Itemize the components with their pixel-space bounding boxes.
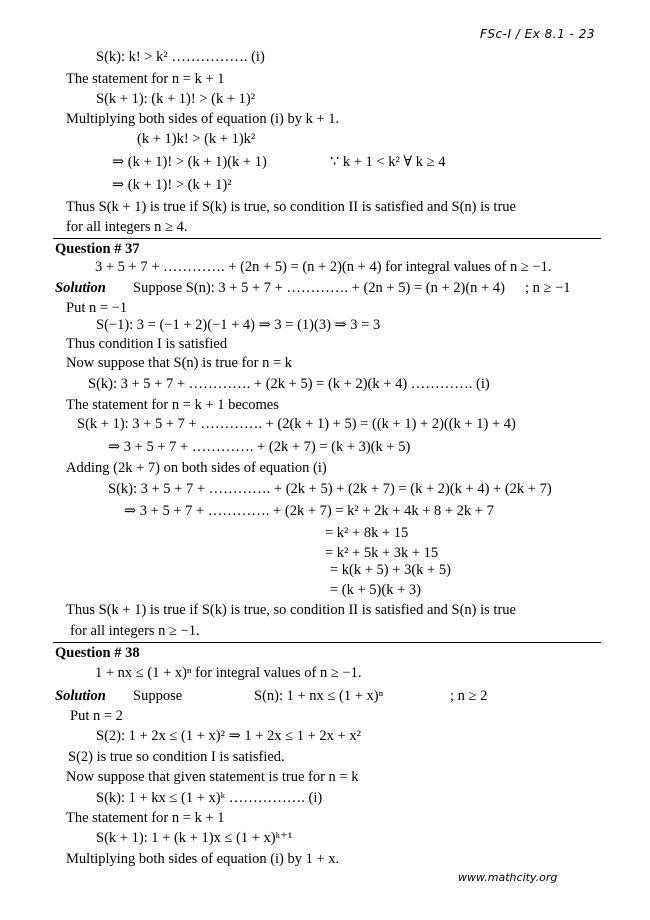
page-header: FSc-I / Ex 8.1 - 23 [480, 27, 595, 41]
text-line: S(k + 1): (k + 1)! > (k + 1)² [96, 91, 256, 107]
text-line: S(n): 1 + nx ≤ (1 + x)ⁿ [254, 688, 384, 704]
solution-label: Solution [55, 688, 106, 704]
text-line: = k² + 8k + 15 [325, 525, 409, 541]
text-line: The statement for n = k + 1 [66, 810, 225, 826]
text-line: S(k): k! > k² ……………. (i) [96, 49, 265, 65]
text-line: Thus S(k + 1) is true if S(k) is true, so condition II is satisfied and S(n) is true [66, 199, 516, 215]
text-line: = k(k + 5) + 3(k + 5) [330, 562, 451, 578]
text-line: = (k + 5)(k + 3) [330, 582, 421, 598]
text-line: S(−1): 3 = (−1 + 2)(−1 + 4) ⇒ 3 = (1)(3) ⇒ 3 = 3 [96, 317, 381, 333]
text-line: S(k): 3 + 5 + 7 + …………. + (2k + 5) + (2k + 7) = (k + 2)(k + 4) + (2k + 7) [108, 481, 552, 497]
text-line: ; n ≥ 2 [450, 688, 488, 704]
text-line: Now suppose that S(n) is true for n = k [66, 355, 293, 371]
text-line: S(k + 1): 3 + 5 + 7 + …………. + (2(k + 1) + 5) = ((k + 1) + 2)((k + 1) + 4) [77, 416, 516, 432]
text-line: ⇒ 3 + 5 + 7 + …………. + (2k + 7) = k² + 2k + 4k + 8 + 2k + 7 [124, 503, 494, 519]
section-divider [53, 238, 601, 239]
section-divider [53, 642, 601, 643]
text-line: 1 + nx ≤ (1 + x)ⁿ for integral values of n ≥ −1. [95, 665, 362, 681]
text-line: ⇒ 3 + 5 + 7 + …………. + (2k + 7) = (k + 3)(k + 5) [108, 439, 411, 455]
text-line: Adding (2k + 7) on both sides of equation (i) [66, 460, 327, 476]
text-line: ⇒ (k + 1)! > (k + 1)² [112, 177, 232, 193]
text-line: Thus condition I is satisfied [66, 336, 228, 352]
text-line: Now suppose that given statement is true for n = k [66, 769, 359, 785]
text-line: for all integers n ≥ 4. [66, 219, 188, 235]
text-line: Suppose [133, 688, 183, 704]
text-line: Suppose S(n): 3 + 5 + 7 + …………. + (2n + 5) = (n + 2)(n + 4) [133, 280, 505, 296]
text-line: S(2) is true so condition I is satisfied. [68, 749, 285, 765]
text-line: S(k): 1 + kx ≤ (1 + x)ᵏ ……………. (i) [96, 790, 323, 806]
text-line: Multiplying both sides of equation (i) by 1 + x. [66, 851, 340, 867]
text-line: Put n = −1 [66, 300, 128, 316]
page-footer-url: www.mathcity.org [458, 871, 558, 884]
question-heading: Question # 38 [55, 645, 140, 661]
solution-label: Solution [55, 280, 106, 296]
text-line: ; n ≥ −1 [525, 280, 571, 296]
text-line: ⇒ (k + 1)! > (k + 1)(k + 1) [112, 154, 267, 170]
text-line: 3 + 5 + 7 + …………. + (2n + 5) = (n + 2)(n + 4) for integral values of n ≥ −1. [95, 259, 552, 275]
text-line: = k² + 5k + 3k + 15 [325, 545, 439, 561]
text-line: The statement for n = k + 1 [66, 71, 225, 87]
text-line: Put n = 2 [70, 708, 123, 724]
text-line: (k + 1)k! > (k + 1)k² [137, 131, 256, 147]
text-line: Multiplying both sides of equation (i) by k + 1. [66, 111, 340, 127]
question-heading: Question # 37 [55, 241, 140, 257]
text-line: Thus S(k + 1) is true if S(k) is true, so condition II is satisfied and S(n) is true [66, 602, 516, 618]
text-line: The statement for n = k + 1 becomes [66, 397, 279, 413]
text-line: S(2): 1 + 2x ≤ (1 + x)² ⇒ 1 + 2x ≤ 1 + 2x + x² [96, 728, 361, 744]
text-line: ∵ k + 1 < k² ∀ k ≥ 4 [330, 154, 446, 170]
text-line: S(k): 3 + 5 + 7 + …………. + (2k + 5) = (k + 2)(k + 4) …………. (i) [88, 376, 490, 392]
text-line: for all integers n ≥ −1. [70, 623, 200, 639]
text-line: S(k + 1): 1 + (k + 1)x ≤ (1 + x)ᵏ⁺¹ [96, 830, 293, 846]
